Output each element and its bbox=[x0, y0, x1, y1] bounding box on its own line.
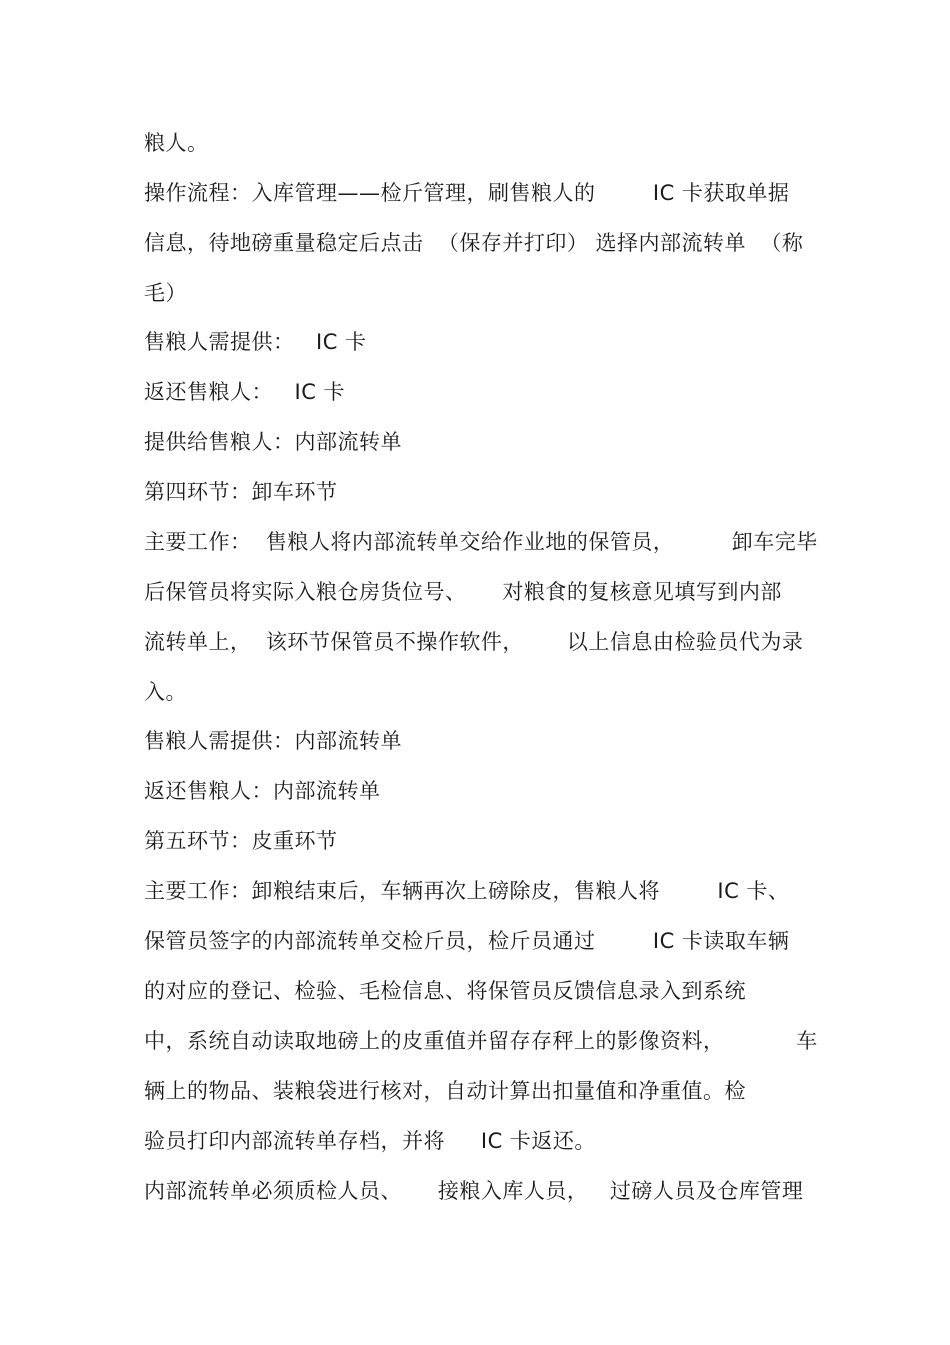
text-line: 流转单上， 该环节保管员不操作软件， 以上信息由检验员代为录 bbox=[144, 630, 804, 654]
text-line: 提供给售粮人：内部流转单 bbox=[144, 430, 402, 454]
section-heading: 第四环节：卸车环节 bbox=[144, 480, 338, 504]
text-line: 返还售粮人：内部流转单 bbox=[144, 779, 381, 803]
text-line: 内部流转单必须质检人员、 接粮入库人员， 过磅人员及仓库管理 bbox=[144, 1179, 804, 1203]
text-line: 主要工作：卸粮结束后，车辆再次上磅除皮，售粮人将 IC 卡、 bbox=[144, 879, 790, 903]
text-line: 验员打印内部流转单存档，并将 IC 卡返还。 bbox=[144, 1129, 596, 1153]
text-line: 主要工作： 售粮人将内部流转单交给作业地的保管员， 卸车完毕 bbox=[144, 530, 818, 554]
text-line: 辆上的物品、装粮袋进行核对，自动计算出扣量值和净重值。检 bbox=[144, 1079, 746, 1103]
text-line: 售粮人需提供：内部流转单 bbox=[144, 729, 402, 753]
text-line: 中，系统自动读取地磅上的皮重值并留存存秤上的影像资料， 车 bbox=[144, 1029, 818, 1053]
text-line: 毛） bbox=[144, 281, 187, 305]
text-line: 后保管员将实际入粮仓房货位号、 对粮食的复核意见填写到内部 bbox=[144, 580, 782, 604]
text-line: 信息，待地磅重量稳定后点击 （保存并打印） 选择内部流转单 （称 bbox=[144, 231, 804, 255]
text-line: 操作流程：入库管理——检斤管理，刷售粮人的 IC 卡获取单据 bbox=[144, 181, 790, 205]
text-line: 粮人。 bbox=[144, 131, 209, 155]
section-heading: 第五环节：皮重环节 bbox=[144, 829, 338, 853]
text-line: 入。 bbox=[144, 680, 187, 704]
text-line: 的对应的登记、检验、毛检信息、将保管员反馈信息录入到系统 bbox=[144, 979, 746, 1003]
text-line: 售粮人需提供： IC 卡 bbox=[144, 330, 367, 354]
text-line: 返还售粮人： IC 卡 bbox=[144, 380, 346, 404]
text-line: 保管员签字的内部流转单交检斤员，检斤员通过 IC 卡读取车辆 bbox=[144, 929, 790, 953]
